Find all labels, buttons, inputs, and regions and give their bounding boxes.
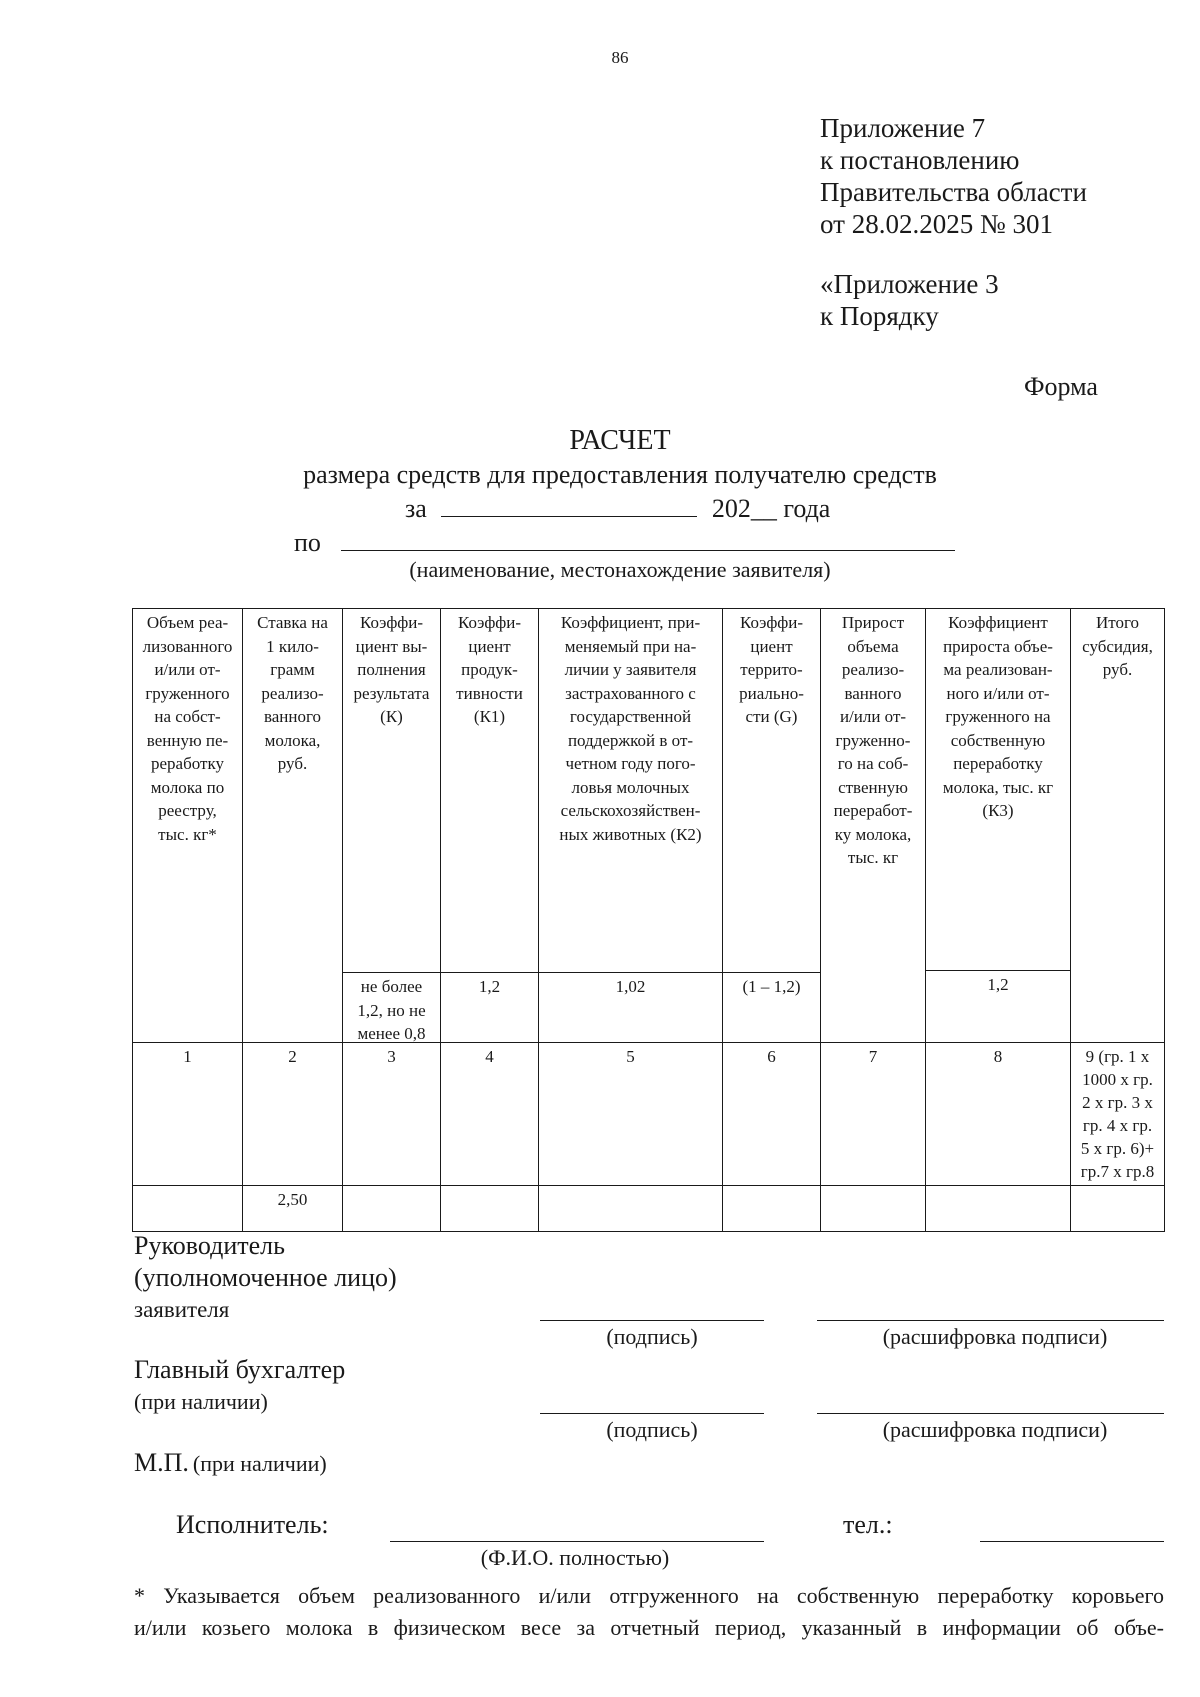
table-cell[interactable] [441,1186,539,1232]
column-number-formula: 9 (гр. 1 х 1000 х гр. 2 х гр. 3 х гр. 4 х гр. 5 х гр. 6)+ гр.7 х гр.8 [1071,1043,1165,1186]
coef-value-k: не более 1,2, но не менее 0,8 [343,972,440,1042]
coef-value-g: (1 – 1,2) [723,972,820,1042]
header-cell-rate: Ставка на 1 кило- грамм реализо- ванного молока, руб. [243,609,343,1043]
approval-line: от 28.02.2025 № 301 [820,209,1053,239]
period-suffix: года [783,494,831,523]
form-label: Форма [1024,372,1098,401]
table-cell[interactable] [133,1186,243,1232]
column-number: 2 [243,1043,343,1186]
header-cell-growth: Прирост объема реализо- ванного и/или от- груженно- го на соб- ственную переработ- ку молока, тыс. кг [821,609,926,1043]
applicant-prefix: по [294,528,321,557]
table-cell[interactable] [821,1186,926,1232]
header-cell-k1: Коэффи- циент продук- тивности (К1) 1,2 [441,609,539,1043]
table-cell[interactable] [343,1186,441,1232]
footnote-line: и/или козьего молока в физическом весе за отчетный период, указанный в информации об объе- [134,1615,1164,1640]
head-signature-line[interactable] [540,1320,764,1321]
table-cell[interactable] [926,1186,1071,1232]
applicant-blank-field[interactable] [341,528,955,551]
header-cell-total: Итого субсидия, руб. [1071,609,1165,1043]
phone-line[interactable] [980,1541,1164,1542]
table-cell[interactable] [1071,1186,1165,1232]
footnote-line: * Указывается объем реализованного и/или отгруженного на собственную переработку коровьего [134,1583,1164,1608]
approval-line: к постановлению [820,145,1020,175]
footnote [134,1580,1164,1644]
stamp-label: М.П. (при наличии) [134,1448,327,1477]
accountant-decoding-line[interactable] [817,1413,1164,1414]
period-blank-field[interactable] [441,494,697,517]
period-prefix: за [405,494,427,523]
table-cell-rate-value[interactable]: 2,50 [243,1186,343,1232]
column-number: 8 [926,1043,1071,1186]
accountant-note: (при наличии) [134,1389,268,1414]
applicant-line [294,528,955,558]
head-signature-label: Руководитель (уполномоченное лицо) заявителя [134,1231,397,1322]
accountant-signature-caption: (подпись) [606,1417,698,1442]
coef-value-k1: 1,2 [441,972,538,1042]
document-subtitle: размера средств для предоставления получателю средств [303,460,937,489]
column-number: 4 [441,1043,539,1186]
accountant-title: Главный бухгалтер [134,1355,346,1384]
period-line [405,494,830,524]
table-cell[interactable] [723,1186,821,1232]
header-cell-k: Коэффи- циент вы- полнения результата (К) не более 1,2, но не менее 0,8 [343,609,441,1043]
header-cell-volume: Объем реа- лизованного и/или от- груженного на собст- венную пе- реработку молока по реестру, тыс. кг* [133,609,243,1043]
executor-caption: (Ф.И.О. полностью) [480,1545,670,1570]
column-number: 6 [723,1043,821,1186]
appendix-line: «Приложение 3 [820,269,999,299]
approval-block [820,112,1087,332]
phone-label: тел.: [843,1510,893,1539]
table-cell[interactable] [539,1186,723,1232]
table-column-number-row [133,1043,1165,1186]
page-number: 86 [611,48,629,67]
approval-line: Приложение 7 [820,113,986,143]
head-decoding-line[interactable] [817,1320,1164,1321]
period-year: 202__ [711,494,777,523]
document-title: РАСЧЕТ [569,425,671,456]
header-cell-k2: Коэффициент, при- меняемый при на- личии у заявителя застрахованного с государственной поддержкой в от- четном году пого- ловья молочных сельскохозяйствен- ных животных (К2) 1,02 [539,609,723,1043]
head-signature-caption: (подпись) [606,1324,698,1349]
calculation-table [132,608,1165,1232]
column-number: 5 [539,1043,723,1186]
accountant-signature-line[interactable] [540,1413,764,1414]
appendix-line: к Порядку [820,301,939,331]
accountant-decoding-caption: (расшифровка подписи) [882,1417,1108,1442]
executor-label: Исполнитель: [176,1510,329,1539]
table-data-row [133,1186,1165,1232]
approval-line: Правительства области [820,177,1087,207]
column-number: 1 [133,1043,243,1186]
head-decoding-caption: (расшифровка подписи) [882,1324,1108,1349]
applicant-caption: (наименование, местонахождение заявителя) [409,557,831,582]
header-cell-k3: Коэффициент прироста объе- ма реализован- ного и/или от- груженного на собственную переработку молока, тыс. кг (К3) 1,2 [926,609,1071,1043]
executor-name-line[interactable] [390,1541,764,1542]
coef-value-k3: 1,2 [926,970,1070,1042]
table-header-row [133,609,1165,1043]
header-cell-g: Коэффи- циент террито- риально- сти (G) (1 – 1,2) [723,609,821,1043]
coef-value-k2: 1,02 [539,972,722,1042]
column-number: 7 [821,1043,926,1186]
column-number: 3 [343,1043,441,1186]
